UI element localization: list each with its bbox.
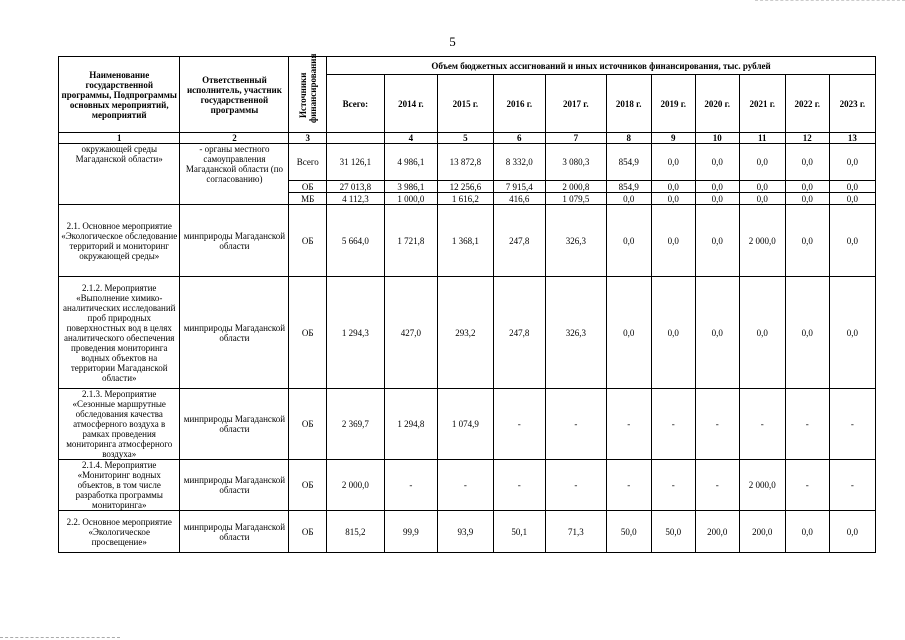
header-year: 2020 г. xyxy=(695,75,739,133)
col-number: 6 xyxy=(493,133,545,144)
cell-value: - xyxy=(493,389,545,460)
cell-value: 0,0 xyxy=(739,181,785,193)
cell-value: - xyxy=(545,460,606,511)
cell-value: - xyxy=(493,460,545,511)
col-number: 2 xyxy=(180,133,289,144)
cell-value: - xyxy=(651,389,695,460)
cell-value: 2 369,7 xyxy=(327,389,385,460)
table-row xyxy=(59,205,876,277)
header-name: Наименование государственной программы, Подпрограммы основных мероприятий, мероприятий xyxy=(59,57,180,133)
scan-artifact-line xyxy=(0,637,120,638)
cell-value: 50,0 xyxy=(651,511,695,553)
header-year: 2014 г. xyxy=(384,75,437,133)
cell-value: 12 256,6 xyxy=(438,181,494,193)
cell-value: 2 000,0 xyxy=(739,460,785,511)
cell-value: 0,0 xyxy=(651,144,695,181)
cell-value: 247,8 xyxy=(493,205,545,277)
cell-value: - xyxy=(785,389,829,460)
header-year: 2023 г. xyxy=(829,75,875,133)
cell-value: 815,2 xyxy=(327,511,385,553)
cell-value: 1 721,8 xyxy=(384,205,437,277)
cell-value: 1 294,3 xyxy=(327,277,385,389)
cell-value: 7 915,4 xyxy=(493,181,545,193)
col-number: 8 xyxy=(606,133,651,144)
row-executor: минприроды Магаданской области xyxy=(180,205,289,277)
cell-value: 0,0 xyxy=(829,193,875,205)
row-source: ОБ xyxy=(289,389,327,460)
cell-value: 8 332,0 xyxy=(493,144,545,181)
cell-value: - xyxy=(695,460,739,511)
cell-value: 0,0 xyxy=(606,205,651,277)
scan-artifact-line xyxy=(755,0,905,1)
col-number: 3 xyxy=(289,133,327,144)
table-row xyxy=(59,460,876,511)
budget-table xyxy=(58,53,876,553)
cell-value: 0,0 xyxy=(785,193,829,205)
row-executor: минприроды Магаданской области xyxy=(180,389,289,460)
row-executor: минприроды Магаданской области xyxy=(180,511,289,553)
table-row xyxy=(59,511,876,553)
cell-value: 293,2 xyxy=(438,277,494,389)
cell-value: 50,1 xyxy=(493,511,545,553)
cell-value: 2 000,0 xyxy=(739,205,785,277)
col-number: 5 xyxy=(438,133,494,144)
cell-value: 99,9 xyxy=(384,511,437,553)
cell-value: 200,0 xyxy=(739,511,785,553)
cell-value: 854,9 xyxy=(606,144,651,181)
header-group-title: Объем бюджетных ассигнований и иных источников финансирования, тыс. рублей xyxy=(327,57,876,75)
col-number: 10 xyxy=(695,133,739,144)
cell-value: - xyxy=(829,460,875,511)
cell-value: 0,0 xyxy=(785,277,829,389)
cell-value: - xyxy=(384,460,437,511)
header-source-label: Источники финансирования xyxy=(297,53,318,123)
header-executor: Ответственный исполнитель, участник государственной программы xyxy=(180,57,289,133)
cell-value: - xyxy=(545,389,606,460)
cell-value: 31 126,1 xyxy=(327,144,385,181)
cell-value: 0,0 xyxy=(829,144,875,181)
table-row xyxy=(59,277,876,389)
header-year: 2015 г. xyxy=(438,75,494,133)
cell-value: 71,3 xyxy=(545,511,606,553)
cell-value: 0,0 xyxy=(695,144,739,181)
cell-value: 1 079,5 xyxy=(545,193,606,205)
col-number: 12 xyxy=(785,133,829,144)
col-number: 4 xyxy=(384,133,437,144)
header-year: 2021 г. xyxy=(739,75,785,133)
row-name: 2.1. Основное мероприятие «Экологическое обследование территорий и мониторинг окружающей среды» xyxy=(59,205,180,277)
row-source: ОБ xyxy=(289,181,327,193)
cell-value: 200,0 xyxy=(695,511,739,553)
cell-value: 50,0 xyxy=(606,511,651,553)
cell-value: 1 294,8 xyxy=(384,389,437,460)
cell-value: 0,0 xyxy=(606,193,651,205)
row-executor: минприроды Магаданской области xyxy=(180,460,289,511)
cell-value: 0,0 xyxy=(785,181,829,193)
cell-value: 0,0 xyxy=(829,181,875,193)
column-number-row xyxy=(59,133,876,144)
cell-value: - xyxy=(651,460,695,511)
table-row xyxy=(59,144,876,181)
cell-value: 0,0 xyxy=(785,144,829,181)
page-number: 5 xyxy=(449,34,456,49)
row-name: 2.1.4. Мероприятие «Мониторинг водных объектов, в том числе разработка программы мониторинга» xyxy=(59,460,180,511)
cell-value: 5 664,0 xyxy=(327,205,385,277)
cell-value: 1 074,9 xyxy=(438,389,494,460)
cell-value: 0,0 xyxy=(695,181,739,193)
cell-value: - xyxy=(695,389,739,460)
cell-value: 0,0 xyxy=(695,205,739,277)
cell-value: 1 368,1 xyxy=(438,205,494,277)
row-name: 2.1.3. Мероприятие «Сезонные маршрутные обследования качества атмосферного воздуха в рамках проведения мониторинга атмосферного воздуха» xyxy=(59,389,180,460)
cell-value: 0,0 xyxy=(651,277,695,389)
cell-value: 326,3 xyxy=(545,277,606,389)
row-source: ОБ xyxy=(289,511,327,553)
cell-value: 1 616,2 xyxy=(438,193,494,205)
cell-value: 3 986,1 xyxy=(384,181,437,193)
cell-value: 0,0 xyxy=(829,511,875,553)
cell-value: 0,0 xyxy=(739,193,785,205)
header-year: 2022 г. xyxy=(785,75,829,133)
cell-value: 2 000,8 xyxy=(545,181,606,193)
col-number: 7 xyxy=(545,133,606,144)
header-year: 2018 г. xyxy=(606,75,651,133)
cell-value: 0,0 xyxy=(651,193,695,205)
row-name: окружающей среды Магаданской области» xyxy=(59,144,180,205)
col-number: 11 xyxy=(739,133,785,144)
cell-value: 2 000,0 xyxy=(327,460,385,511)
col-number xyxy=(327,133,385,144)
cell-value: 427,0 xyxy=(384,277,437,389)
header-total: Всего: xyxy=(327,75,385,133)
cell-value: 4 986,1 xyxy=(384,144,437,181)
cell-value: 0,0 xyxy=(829,277,875,389)
header-year: 2019 г. xyxy=(651,75,695,133)
row-source: МБ xyxy=(289,193,327,205)
table-row xyxy=(59,389,876,460)
cell-value: 416,6 xyxy=(493,193,545,205)
row-source: Всего xyxy=(289,144,327,181)
cell-value: 0,0 xyxy=(695,277,739,389)
cell-value: 0,0 xyxy=(739,277,785,389)
cell-value: 0,0 xyxy=(695,193,739,205)
cell-value: 0,0 xyxy=(606,277,651,389)
cell-value: - xyxy=(606,389,651,460)
cell-value: 27 013,8 xyxy=(327,181,385,193)
cell-value: - xyxy=(785,460,829,511)
row-executor: минприроды Магаданской области xyxy=(180,277,289,389)
row-source: ОБ xyxy=(289,277,327,389)
cell-value: 93,9 xyxy=(438,511,494,553)
cell-value: 13 872,8 xyxy=(438,144,494,181)
col-number: 9 xyxy=(651,133,695,144)
row-name: 2.1.2. Мероприятие «Выполнение химико-аналитических исследований проб природных поверхностных вод в целях аналитического обеспечения проведения мониторинга водных объектов на территории Магаданской области» xyxy=(59,277,180,389)
cell-value: 326,3 xyxy=(545,205,606,277)
header-source xyxy=(289,53,327,133)
cell-value: 0,0 xyxy=(651,205,695,277)
cell-value: 0,0 xyxy=(739,144,785,181)
cell-value: 0,0 xyxy=(785,511,829,553)
cell-value: - xyxy=(438,460,494,511)
cell-value: 247,8 xyxy=(493,277,545,389)
row-name: 2.2. Основное мероприятие «Экологическое просвещение» xyxy=(59,511,180,553)
cell-value: 854,9 xyxy=(606,181,651,193)
header-year: 2016 г. xyxy=(493,75,545,133)
row-executor: - органы местного самоуправления Магаданской области (по согласованию) xyxy=(180,144,289,205)
cell-value: 1 000,0 xyxy=(384,193,437,205)
row-source: ОБ xyxy=(289,205,327,277)
header-year: 2017 г. xyxy=(545,75,606,133)
cell-value: - xyxy=(606,460,651,511)
cell-value: 3 080,3 xyxy=(545,144,606,181)
col-number: 1 xyxy=(59,133,180,144)
cell-value: - xyxy=(829,389,875,460)
cell-value: 0,0 xyxy=(829,205,875,277)
cell-value: 0,0 xyxy=(651,181,695,193)
cell-value: - xyxy=(739,389,785,460)
cell-value: 0,0 xyxy=(785,205,829,277)
cell-value: 4 112,3 xyxy=(327,193,385,205)
col-number: 13 xyxy=(829,133,875,144)
row-source: ОБ xyxy=(289,460,327,511)
